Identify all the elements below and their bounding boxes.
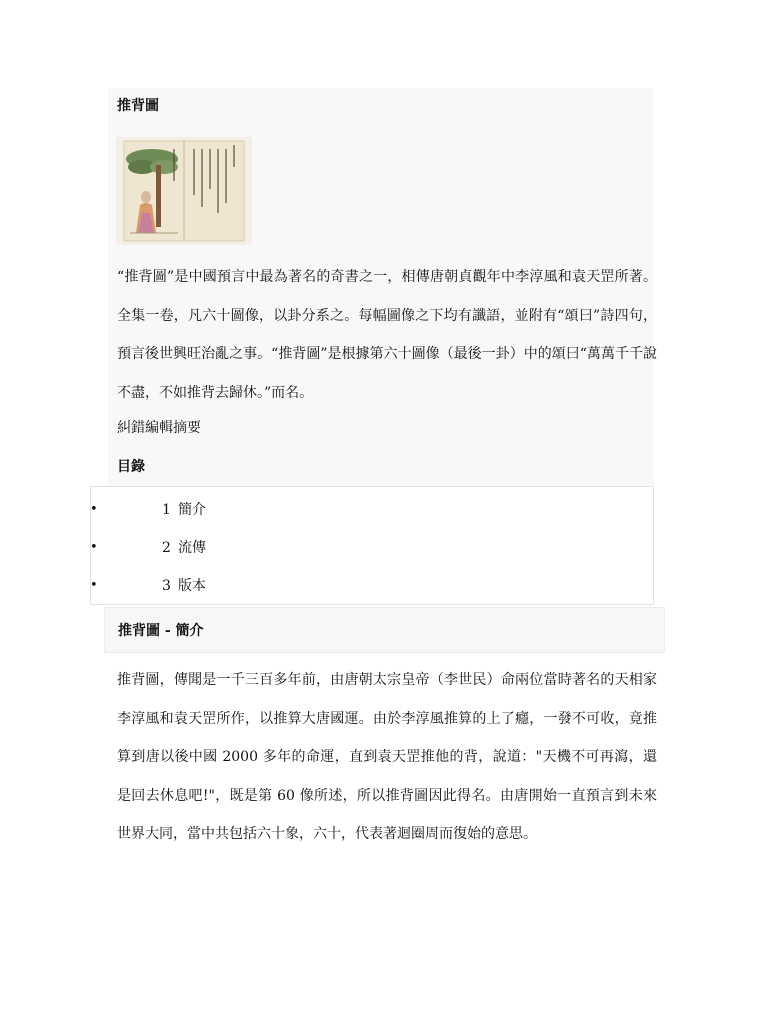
intro-paragraph: “推背圖”是中國預言中最為著名的奇書之一，相傳唐朝貞觀年中李淳風和袁天罡所著。全集一卷，凡六十圖像，以卦分系之。每幅圖像之下均有讖語，並附有“頌曰”詩四句，預言後世興旺治亂之事。“推背圖”是根據第六十圖像（最後一卦）中的頌曰“萬萬千千說不盡，不如推背去歸休。”而名。	[117, 269, 657, 401]
table-of-contents	[90, 486, 654, 605]
toc-heading: 目錄	[117, 459, 145, 475]
toc-item-number: 3	[162, 578, 171, 594]
edit-summary-link[interactable]: 糾錯編輯摘要	[117, 420, 201, 436]
bullet-icon: •	[90, 578, 98, 593]
manuscript-illustration-drawing	[116, 137, 252, 245]
bullet-icon: •	[90, 540, 98, 555]
toc-item-number: 2	[162, 540, 171, 556]
toc-item-label[interactable]: 版本	[178, 578, 206, 594]
section-title: 推背圖 - 簡介	[118, 623, 204, 639]
toc-item-number: 1	[162, 502, 171, 518]
section-paragraph: 推背圖，傳聞是一千三百多年前，由唐朝太宗皇帝（李世民）命兩位當時著名的天相家李淳風和袁天罡所作，以推算大唐國運。由於李淳風推算的上了癮，一發不可收，竟推算到唐以後中國 2000 多年的命運，直到袁天罡推他的背，說道："天機不可再瀉，還是回去休息吧!"，既是第 60 像所述，所以推背圖因此得名。由唐開始一直預言到未來世界大同，當中共包括六十象，六十，代表著迴圈周而復始的意思。	[117, 672, 657, 842]
page-title: 推背圖	[117, 98, 159, 114]
toc-item-label[interactable]: 簡介	[178, 502, 206, 518]
toc-item-label[interactable]: 流傳	[178, 540, 206, 556]
bullet-icon: •	[90, 502, 98, 517]
section-header	[104, 607, 665, 653]
manuscript-illustration	[116, 137, 252, 245]
